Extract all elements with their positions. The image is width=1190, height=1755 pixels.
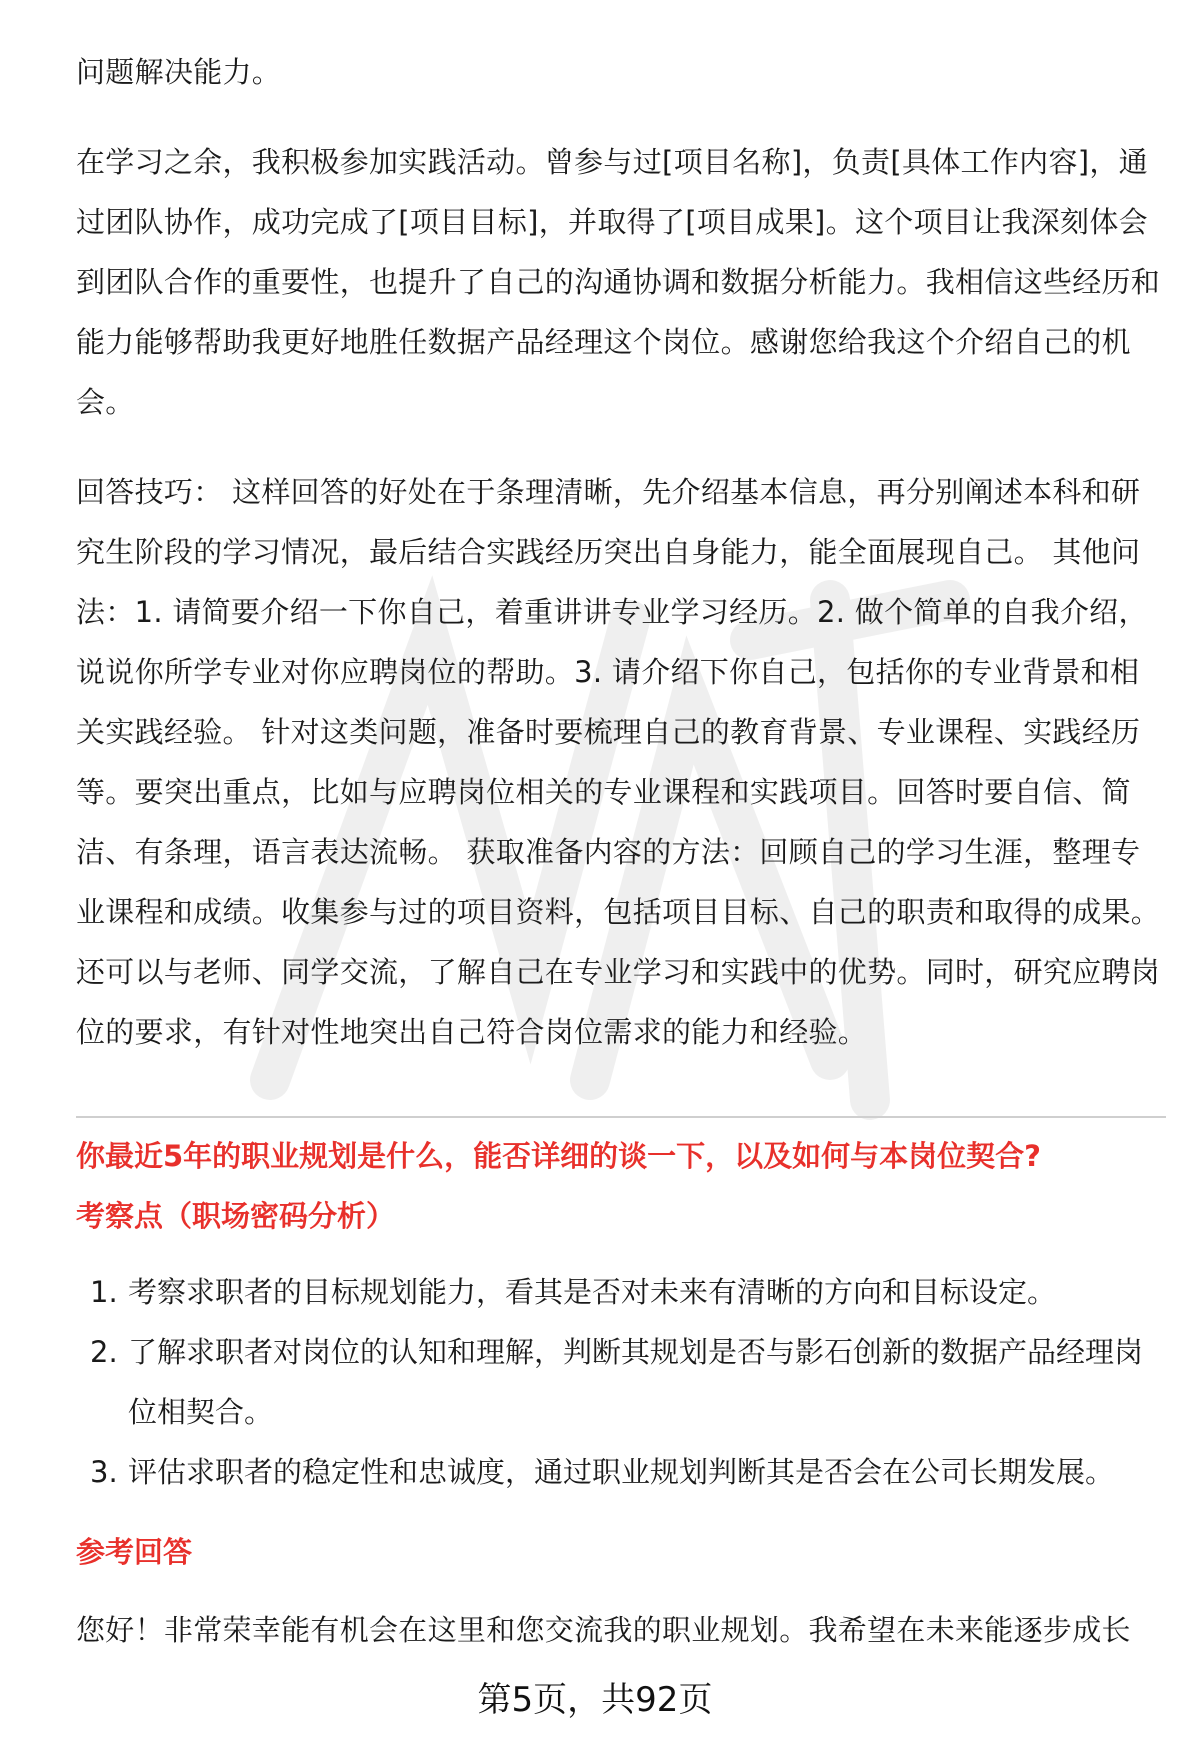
paragraph-practice: 在学习之余，我积极参加实践活动。曾参与过[项目名称]，负责[具体工作内容]，通过团队协作，成功完成了[项目目标]，并取得了[项目成果]。这个项目让我深刻体会到团队合作的重要性，也提升了自己的沟通协调和数据分析能力。我相信这些经历和能力能够帮助我更好地胜任数据产品经理这个岗位。感谢您给我这个介绍自己的机会。 — [76, 145, 1161, 419]
list-item — [76, 1442, 1166, 1502]
list-item-text: 了解求职者对岗位的认知和理解，判断其规划是否与影石创新的数据产品经理岗位相契合。 — [128, 1335, 1144, 1429]
list-item-number: 3. — [90, 1455, 118, 1489]
page-number: 第5页，共92页 — [477, 1680, 713, 1720]
list-item-text: 考察求职者的目标规划能力，看其是否对未来有清晰的方向和目标设定。 — [128, 1275, 1057, 1309]
list-item — [76, 1262, 1166, 1322]
paragraph-reference-answer: 您好！非常荣幸能有机会在这里和您交流我的职业规划。我希望在未来能逐步成长 — [76, 1613, 1131, 1647]
list-item — [76, 1322, 1166, 1442]
list-item-number: 1. — [90, 1275, 118, 1309]
question-title: 你最近5年的职业规划是什么，能否详细的谈一下，以及如何与本岗位契合? — [76, 1139, 1042, 1173]
reference-answer-heading: 参考回答 — [76, 1535, 193, 1569]
list-item-number: 2. — [90, 1335, 118, 1369]
list-item-text: 评估求职者的稳定性和忠诚度，通过职业规划判断其是否会在公司长期发展。 — [128, 1455, 1115, 1489]
section-divider — [76, 1116, 1166, 1118]
paragraph-intro-end: 问题解决能力。 — [76, 55, 282, 89]
assessment-point-list — [76, 1262, 1166, 1502]
assessment-point-heading: 考察点（职场密码分析） — [76, 1199, 396, 1233]
paragraph-answer-tips: 回答技巧： 这样回答的好处在于条理清晰，先介绍基本信息，再分别阐述本科和研究生阶段的学习情况，最后结合实践经历突出自身能力，能全面展现自己。 其他问法：1. 请简要介绍一下你自己，着重讲讲专业学习经历。2. 做个简单的自我介绍，说说你所学专业对你应聘岗位的帮助。3. 请介绍下你自己，包括你的专业背景和相关实践经验。 针对这类问题，准备时要梳理自己的教育背景、专业课程、实践经历等。要突出重点，比如与应聘岗位相关的专业课程和实践项目。回答时要自信、简洁、有条理，语言表达流畅。 获取准备内容的方法：回顾自己的学习生涯，整理专业课程和成绩。收集参与过的项目资料，包括项目目标、自己的职责和取得的成果。还可以与老师、同学交流，了解自己在专业学习和实践中的优势。同时，研究应聘岗位的要求，有针对性地突出自己符合岗位需求的能力和经验。 — [76, 475, 1161, 1049]
